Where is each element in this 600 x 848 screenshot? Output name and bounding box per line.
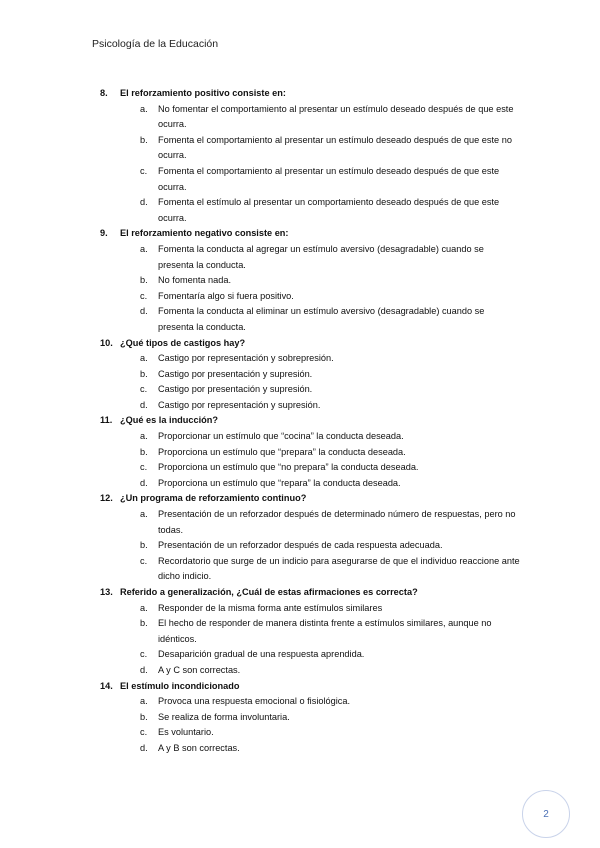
option-text: Recordatorio que surge de un indicio para asegurarse de que el individuo reaccione ante dicho indicio. (158, 555, 520, 582)
question-9 (100, 226, 520, 335)
option-text: El hecho de responder de manera distinta frente a estímulos similares, aunque no idénticos. (158, 618, 492, 644)
option-text: Se realiza de forma involuntaria. (158, 711, 290, 722)
question-text: ¿Qué tipos de castigos hay? (120, 337, 246, 348)
question-14 (100, 679, 520, 757)
question-list (100, 86, 520, 757)
option-c (100, 647, 520, 663)
option-b (100, 445, 520, 461)
option-text: Proporciona un estímulo que “repara” la conducta deseada. (158, 477, 401, 488)
option-letter: d. (140, 742, 148, 753)
question-number: 8. (100, 88, 108, 98)
option-text: No fomentar el comportamiento al presentar un estímulo deseado después de que este ocurra. (158, 103, 514, 130)
option-text: Proporcionar un estímulo que “cocina” la conducta deseada. (158, 431, 404, 442)
option-c (100, 554, 520, 585)
page-header: Psicología de la Educación (92, 38, 219, 50)
option-text: Proporciona un estímulo que “no prepara” la conducta deseada. (158, 462, 419, 473)
option-text: Proporciona un estímulo que “prepara” la conducta deseada. (158, 446, 406, 457)
question-number: 9. (100, 228, 108, 239)
option-list (100, 429, 520, 491)
option-list (100, 242, 520, 336)
option-d (100, 741, 520, 757)
option-text: Desaparición gradual de una respuesta aprendida. (158, 649, 365, 660)
option-letter: a. (140, 696, 148, 707)
option-b (100, 710, 520, 726)
option-b (100, 273, 520, 289)
option-text: A y C son correctas. (158, 664, 241, 675)
option-a (100, 102, 520, 133)
option-text: Castigo por presentación y supresión. (158, 384, 313, 395)
option-c (100, 460, 520, 476)
option-b (100, 538, 520, 554)
option-text: No fomenta nada. (158, 275, 232, 286)
question-text: ¿Qué es la inducción? (120, 415, 219, 426)
page-number-badge (522, 790, 570, 838)
option-b (100, 133, 520, 164)
option-letter: d. (140, 664, 148, 675)
option-text: Fomenta el comportamiento al presentar un estímulo deseado después de que este ocurra. (158, 165, 500, 192)
question-text: El reforzamiento positivo consiste en: (120, 88, 286, 98)
question-title (100, 413, 520, 429)
option-letter: b. (140, 446, 148, 457)
option-d (100, 663, 520, 679)
option-letter: a. (140, 602, 148, 613)
question-title (100, 86, 520, 102)
option-text: Presentación de un reforzador después de determinado número de respuestas, pero no todas. (158, 509, 516, 535)
option-b (100, 367, 520, 383)
option-list (100, 601, 520, 679)
question-title (100, 336, 520, 352)
option-text: Responder de la misma forma ante estímulos similares (158, 602, 383, 613)
option-c (100, 382, 520, 398)
option-d (100, 195, 520, 226)
question-title (100, 226, 520, 242)
question-10 (100, 336, 520, 414)
option-text: Presentación de un reforzador después de cada respuesta adecuada. (158, 540, 443, 551)
question-number: 12. (100, 493, 113, 504)
option-letter: c. (140, 649, 148, 660)
option-list (100, 351, 520, 413)
option-b (100, 616, 520, 647)
option-letter: d. (140, 306, 148, 317)
option-text: A y B son correctas. (158, 742, 240, 753)
option-text: Castigo por representación y supresión. (158, 399, 321, 410)
option-letter: c. (140, 462, 148, 473)
question-11 (100, 413, 520, 491)
option-letter: b. (140, 368, 148, 379)
question-text: ¿Un programa de reforzamiento continuo? (120, 493, 307, 504)
option-text: Fomentaría algo si fuera positivo. (158, 290, 294, 301)
option-letter: b. (140, 618, 148, 629)
option-a (100, 242, 520, 273)
option-a (100, 429, 520, 445)
option-text: Fomenta la conducta al agregar un estímulo aversivo (desagradable) cuando se presenta la conducta. (158, 243, 484, 270)
option-letter: b. (140, 134, 148, 145)
option-text: Es voluntario. (158, 727, 214, 738)
option-list (100, 102, 520, 227)
option-list (100, 507, 520, 585)
option-c (100, 725, 520, 741)
option-letter: a. (140, 431, 148, 442)
option-a (100, 351, 520, 367)
option-letter: d. (140, 399, 148, 410)
question-number: 13. (100, 587, 113, 597)
option-letter: a. (140, 509, 148, 520)
question-number: 11. (100, 415, 113, 426)
option-text: Castigo por presentación y supresión. (158, 368, 313, 379)
option-text: Castigo por representación y sobrepresión. (158, 353, 334, 364)
option-letter: a. (140, 103, 148, 114)
option-letter: c. (140, 165, 148, 176)
option-letter: b. (140, 275, 148, 286)
option-letter: c. (140, 290, 148, 301)
question-text: El reforzamiento negativo consiste en: (120, 228, 289, 239)
option-a (100, 601, 520, 617)
option-d (100, 304, 520, 335)
option-text: Fomenta el comportamiento al presentar un estímulo deseado después de que este no ocurra. (158, 134, 512, 161)
question-title (100, 679, 520, 695)
option-letter: b. (140, 540, 148, 551)
question-12 (100, 491, 520, 585)
option-c (100, 164, 520, 195)
option-text: Fomenta el estímulo al presentar un comportamiento deseado después de que este ocurra. (158, 197, 500, 223)
option-d (100, 476, 520, 492)
question-number: 14. (100, 680, 113, 691)
option-letter: d. (140, 477, 148, 488)
question-13 (100, 585, 520, 679)
option-letter: c. (140, 727, 148, 738)
question-text: Referido a generalización, ¿Cuál de estas afirmaciones es correcta? (120, 587, 418, 597)
question-number: 10. (100, 337, 113, 348)
question-8 (100, 86, 520, 226)
option-a (100, 694, 520, 710)
option-letter: b. (140, 711, 148, 722)
option-letter: d. (140, 197, 148, 208)
option-a (100, 507, 520, 538)
option-letter: c. (140, 384, 148, 395)
option-list (100, 694, 520, 756)
question-text: El estímulo incondicionado (120, 680, 240, 691)
question-title (100, 585, 520, 601)
option-letter: a. (140, 243, 148, 254)
page-number: 2 (543, 808, 549, 820)
option-letter: a. (140, 353, 148, 364)
option-c (100, 289, 520, 305)
option-letter: c. (140, 555, 148, 566)
question-title (100, 491, 520, 507)
option-text: Provoca una respuesta emocional o fisiológica. (158, 696, 351, 707)
option-text: Fomenta la conducta al eliminar un estímulo aversivo (desagradable) cuando se presenta la conducta. (158, 306, 485, 332)
option-d (100, 398, 520, 414)
